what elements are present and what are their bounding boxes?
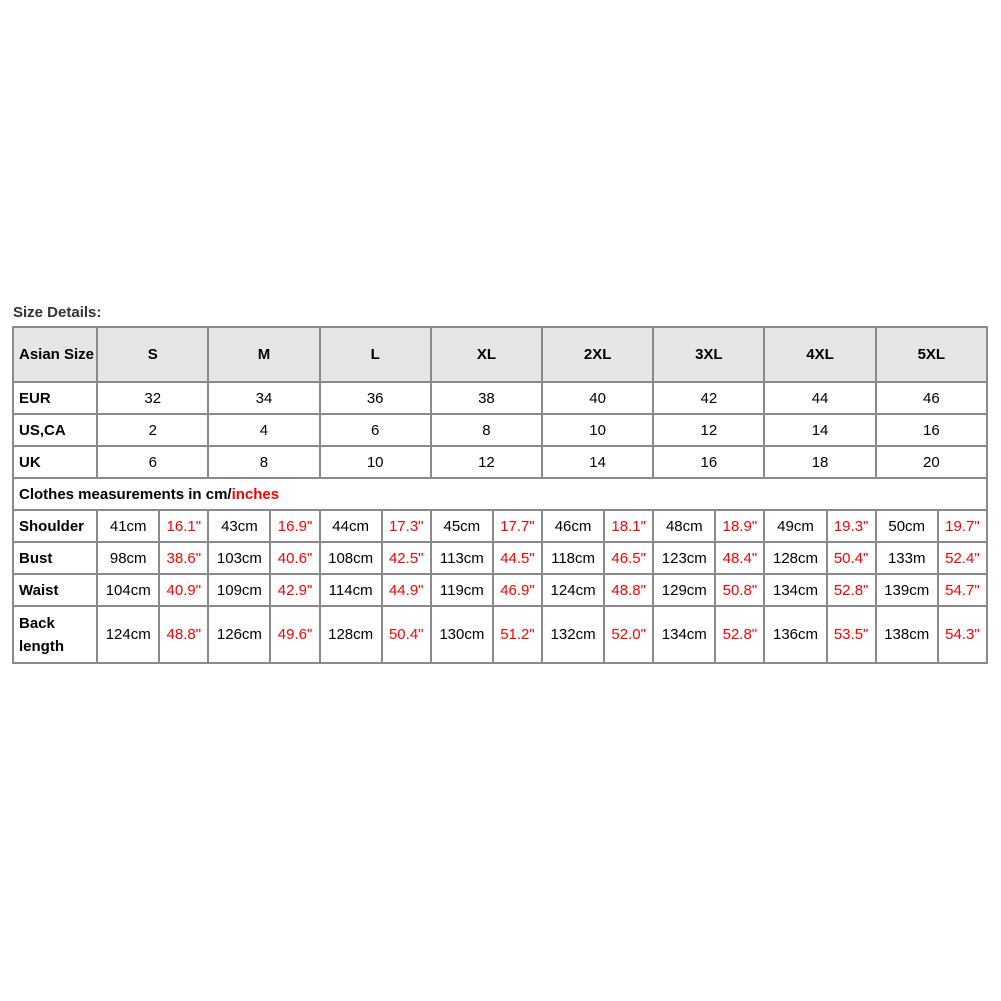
- inch-cell: 46.5": [604, 542, 653, 574]
- section-heading-prefix: Clothes measurements in cm/: [19, 485, 232, 503]
- inch-cell: 17.3": [382, 510, 431, 542]
- cm-cell: 133m: [876, 542, 938, 574]
- table-cell: 14: [542, 446, 653, 478]
- inch-cell: 48.8": [159, 606, 208, 663]
- size-header-3xl: 3XL: [653, 327, 764, 382]
- section-heading-highlight: inches: [231, 485, 280, 503]
- table-cell: 2: [97, 414, 208, 446]
- conversion-row-uk: [13, 446, 987, 478]
- table-cell: 40: [542, 382, 653, 414]
- cm-cell: 119cm: [431, 574, 493, 606]
- measurements-section-heading: [13, 478, 987, 510]
- cm-cell: 138cm: [876, 606, 938, 663]
- inch-cell: 19.7": [938, 510, 987, 542]
- inch-cell: 50.4": [382, 606, 431, 663]
- asian-size-label: Asian Size: [13, 327, 97, 382]
- cm-cell: 124cm: [97, 606, 159, 663]
- row-label: Back length: [13, 606, 97, 663]
- table-cell: 44: [764, 382, 875, 414]
- inch-cell: 42.5": [382, 542, 431, 574]
- inch-cell: 48.8": [604, 574, 653, 606]
- inch-cell: 16.1": [159, 510, 208, 542]
- table-cell: 16: [653, 446, 764, 478]
- cm-cell: 49cm: [764, 510, 826, 542]
- cm-cell: 104cm: [97, 574, 159, 606]
- cm-cell: 134cm: [653, 606, 715, 663]
- size-header-xl: XL: [431, 327, 542, 382]
- inch-cell: 51.2": [493, 606, 542, 663]
- cm-cell: 43cm: [208, 510, 270, 542]
- measurement-row-bust: [13, 542, 987, 574]
- inch-cell: 18.1": [604, 510, 653, 542]
- table-cell: 12: [653, 414, 764, 446]
- cm-cell: 41cm: [97, 510, 159, 542]
- table-cell: 10: [542, 414, 653, 446]
- cm-cell: 129cm: [653, 574, 715, 606]
- inch-cell: 52.8": [715, 606, 764, 663]
- table-cell: 46: [876, 382, 987, 414]
- cm-cell: 130cm: [431, 606, 493, 663]
- table-cell: 18: [764, 446, 875, 478]
- inch-cell: 52.8": [827, 574, 876, 606]
- size-header-2xl: 2XL: [542, 327, 653, 382]
- inch-cell: 40.9": [159, 574, 208, 606]
- conversion-row-eur: [13, 382, 987, 414]
- inch-cell: 52.0": [604, 606, 653, 663]
- measurement-row-shoulder: [13, 510, 987, 542]
- table-cell: 16: [876, 414, 987, 446]
- inch-cell: 17.7": [493, 510, 542, 542]
- conversion-row-us-ca: [13, 414, 987, 446]
- size-details-title: Size Details:: [13, 304, 102, 321]
- cm-cell: 124cm: [542, 574, 604, 606]
- cm-cell: 103cm: [208, 542, 270, 574]
- table-cell: 36: [320, 382, 431, 414]
- inch-cell: 50.4": [827, 542, 876, 574]
- cm-cell: 46cm: [542, 510, 604, 542]
- header-row: [13, 327, 987, 382]
- cm-cell: 109cm: [208, 574, 270, 606]
- inch-cell: 46.9": [493, 574, 542, 606]
- table-cell: 42: [653, 382, 764, 414]
- inch-cell: 54.3": [938, 606, 987, 663]
- inch-cell: 40.6": [270, 542, 319, 574]
- measurement-row-back-length: [13, 606, 987, 663]
- measurements-section-row: [13, 478, 987, 510]
- size-header-m: M: [208, 327, 319, 382]
- cm-cell: 128cm: [764, 542, 826, 574]
- cm-cell: 134cm: [764, 574, 826, 606]
- cm-cell: 45cm: [431, 510, 493, 542]
- size-header-5xl: 5XL: [876, 327, 987, 382]
- table-cell: 6: [320, 414, 431, 446]
- inch-cell: 53.5": [827, 606, 876, 663]
- row-label: EUR: [13, 382, 97, 414]
- inch-cell: 52.4": [938, 542, 987, 574]
- table-cell: 12: [431, 446, 542, 478]
- cm-cell: 44cm: [320, 510, 382, 542]
- measurement-row-waist: [13, 574, 987, 606]
- inch-cell: 44.9": [382, 574, 431, 606]
- row-label: UK: [13, 446, 97, 478]
- cm-cell: 132cm: [542, 606, 604, 663]
- row-label: US,CA: [13, 414, 97, 446]
- cm-cell: 123cm: [653, 542, 715, 574]
- row-label: Bust: [13, 542, 97, 574]
- table-cell: 4: [208, 414, 319, 446]
- inch-cell: 48.4": [715, 542, 764, 574]
- size-chart-table: [12, 326, 988, 664]
- table-cell: 20: [876, 446, 987, 478]
- inch-cell: 42.9": [270, 574, 319, 606]
- inch-cell: 44.5": [493, 542, 542, 574]
- row-label: Shoulder: [13, 510, 97, 542]
- table-cell: 8: [208, 446, 319, 478]
- table-cell: 38: [431, 382, 542, 414]
- inch-cell: 54.7": [938, 574, 987, 606]
- inch-cell: 16.9": [270, 510, 319, 542]
- row-label: Waist: [13, 574, 97, 606]
- size-header-l: L: [320, 327, 431, 382]
- cm-cell: 50cm: [876, 510, 938, 542]
- cm-cell: 98cm: [97, 542, 159, 574]
- inch-cell: 19.3": [827, 510, 876, 542]
- table-cell: 6: [97, 446, 208, 478]
- cm-cell: 126cm: [208, 606, 270, 663]
- cm-cell: 108cm: [320, 542, 382, 574]
- cm-cell: 128cm: [320, 606, 382, 663]
- cm-cell: 136cm: [764, 606, 826, 663]
- cm-cell: 139cm: [876, 574, 938, 606]
- inch-cell: 49.6": [270, 606, 319, 663]
- table-cell: 10: [320, 446, 431, 478]
- size-header-s: S: [97, 327, 208, 382]
- inch-cell: 50.8": [715, 574, 764, 606]
- table-cell: 34: [208, 382, 319, 414]
- inch-cell: 18.9": [715, 510, 764, 542]
- cm-cell: 113cm: [431, 542, 493, 574]
- cm-cell: 114cm: [320, 574, 382, 606]
- size-header-4xl: 4XL: [764, 327, 875, 382]
- table-cell: 14: [764, 414, 875, 446]
- inch-cell: 38.6": [159, 542, 208, 574]
- cm-cell: 118cm: [542, 542, 604, 574]
- cm-cell: 48cm: [653, 510, 715, 542]
- table-cell: 8: [431, 414, 542, 446]
- table-cell: 32: [97, 382, 208, 414]
